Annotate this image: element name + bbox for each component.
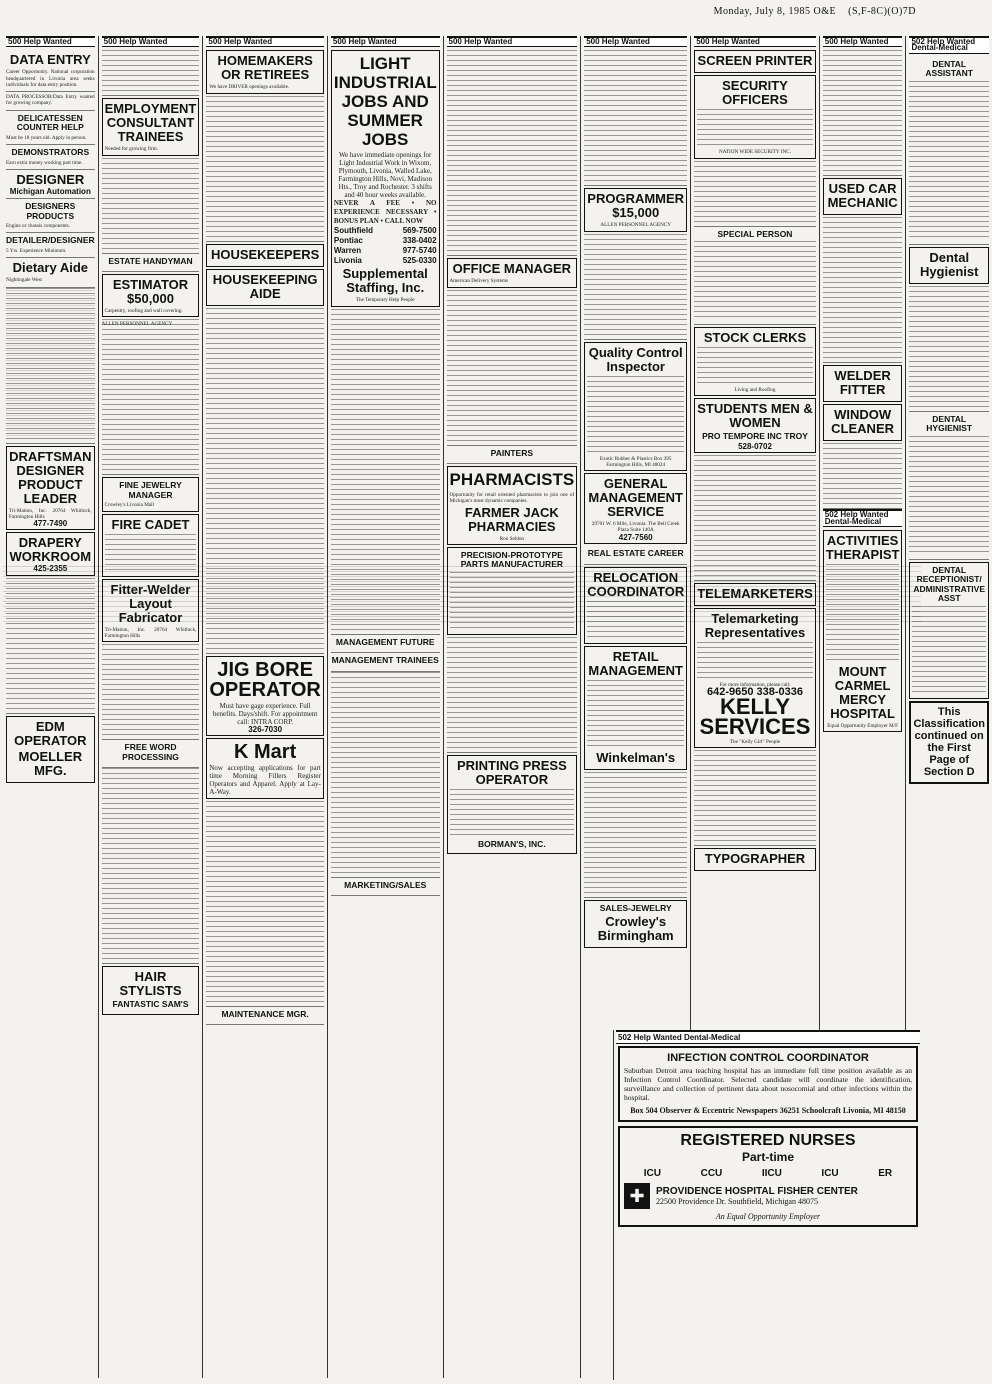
ad-headline: SPECIAL PERSON (717, 228, 793, 239)
ad-headline: DENTAL ASSISTANT (925, 58, 973, 79)
providence-logo-icon: ✚ (624, 1183, 650, 1209)
ad-housekeepers (206, 244, 324, 267)
ad-filler-text (206, 96, 324, 242)
ad-company: KELLY SERVICES (699, 693, 811, 739)
unit-label: ER (878, 1168, 893, 1179)
ad-company: Supplemental Staffing, Inc. (342, 266, 428, 296)
ad-headline: DRAPERY WORKROOM (9, 535, 92, 565)
column-banner: 500 Help Wanted (206, 36, 324, 47)
ad-headline: K Mart (234, 740, 297, 763)
ad-headline: DENTAL HYGIENIST (926, 413, 973, 434)
ad-headline: MAINTENANCE MGR. (221, 1008, 309, 1019)
ad-headline: DESIGNER (16, 171, 85, 187)
ad-headline: STUDENTS MEN & WOMEN (697, 401, 813, 431)
ad-drapery (6, 532, 95, 575)
ad-welder-fitter (823, 365, 903, 402)
ad-body: Now accepting applications for part time Morning Fillers Register Operators and Apparel. Apply at Lay-A-Way. (209, 763, 321, 796)
ad-company: Winkelman's (596, 749, 676, 765)
ad-headline: DRAFTSMAN DESIGNER PRODUCT LEADER (9, 448, 92, 506)
fine-print (912, 606, 986, 696)
office-phone: 338-0402 (402, 236, 437, 246)
ad-employment-consultant (102, 98, 200, 155)
ad-retail-management (584, 646, 687, 770)
ad-filler-text (584, 772, 687, 898)
ad-headline: ESTATE HANDYMAN (108, 255, 193, 266)
office-list (334, 226, 437, 266)
ad-headline: TELEMARKETERS (697, 586, 813, 602)
ad-headline: REAL ESTATE CAREER (587, 548, 684, 559)
column-banner: 500 Help Wanted (6, 36, 95, 47)
office-phone: 569-7500 (402, 226, 437, 236)
ad-typographer (694, 848, 816, 871)
ad-stock-clerks (694, 327, 816, 396)
ad-filler-text (694, 161, 816, 227)
ad-phone: 528-0702 (738, 441, 772, 451)
ad-filler-text (447, 50, 578, 256)
unit-label: ICU (643, 1168, 662, 1179)
eoe-note: An Equal Opportunity Employer (715, 1212, 821, 1221)
ad-filler-text (6, 288, 95, 444)
ad-headline: MARKETING/SALES (344, 879, 427, 890)
ad-registered-nurses (618, 1126, 918, 1227)
ad-telemarketing-reps (694, 608, 816, 748)
ad-headline: PHARMACISTS (449, 470, 575, 490)
fine-print (697, 347, 813, 387)
ad-headline: WINDOW CLEANER (831, 407, 895, 437)
ad-headline: PRINTING PRESS OPERATOR (456, 757, 567, 787)
reply-box: Box 504 Observer & Eccentric Newspapers 36251 Schoolcraft Livonia, MI 48150 (630, 1106, 906, 1115)
ad-body: American Delivery Systems (449, 278, 509, 285)
ad-free-word-processing (102, 740, 200, 768)
ad-body: Nightingale West (6, 277, 42, 284)
ad-headline: PAINTERS (490, 447, 534, 458)
ad-students (694, 398, 816, 453)
column-banner: 502 Help Wanted Dental-Medical (909, 36, 989, 54)
ad-maintenance-mgr (206, 1007, 324, 1026)
fine-print (909, 81, 989, 241)
ad-headline: ESTIMATOR $50,000 (112, 277, 189, 307)
ad-headline: SALES-JEWELRY (599, 902, 672, 913)
ad-homemakers (206, 50, 324, 93)
fine-print (587, 680, 684, 750)
office-phone: 525-0330 (402, 256, 437, 266)
office-row (334, 236, 437, 246)
fine-print (3, 566, 921, 626)
ad-special-person (694, 227, 816, 326)
ad-body: Exotic Rubber & Plastics Box 395 Farmington Hills, MI 48024 (599, 455, 672, 468)
ad-dental-hygienist (909, 247, 989, 284)
fine-print (697, 642, 813, 682)
ad-dietary-aide (6, 258, 95, 287)
ad-filler-text (447, 290, 578, 446)
ad-painters (447, 446, 578, 465)
ad-draftsman (6, 446, 95, 531)
ad-filler-text (206, 801, 324, 1007)
ad-headline: HOMEMAKERS OR RETIREES (217, 53, 313, 83)
ad-light-industrial (331, 50, 440, 306)
ad-kmart (206, 738, 324, 799)
ad-estimator (102, 274, 200, 317)
column-4 (327, 36, 443, 1378)
ad-headline: DATA ENTRY (9, 52, 91, 68)
ad-tagline: The "Kelly Girl" People (729, 738, 781, 745)
ad-body: We have DRIVER openings available. (209, 84, 290, 91)
ad-body: Carpentry, roofing and wall covering. (104, 308, 183, 315)
ad-headline: LIGHT INDUSTRIAL JOBS AND SUMMER JOBS (333, 54, 437, 150)
ad-office-manager (447, 258, 578, 287)
ad-headline: DETAILER/DESIGNER (6, 235, 95, 246)
continued-note: This Classification continued on the First Page of Section D (913, 705, 985, 778)
office-city: Pontiac (333, 236, 363, 246)
ad-headline: REGISTERED NURSES (680, 1132, 856, 1149)
ad-programmer (584, 188, 687, 231)
ad-delicatessen (6, 111, 95, 145)
ad-contact: Ron Seldon (499, 535, 525, 542)
ad-phone: 425-2355 (33, 564, 68, 574)
ad-designer (6, 170, 95, 199)
ad-hair-stylists (102, 966, 200, 1015)
ad-filler-text (823, 217, 903, 363)
ad-phone: 427-7560 (618, 532, 653, 542)
ad-used-car-mechanic (823, 178, 903, 215)
ad-jig-bore (206, 656, 324, 736)
ad-fine-jewelry (102, 477, 200, 511)
ad-headline: WELDER FITTER (834, 368, 891, 398)
ad-body: We have immediate openings for Light Industrial Work in Wixom, Plymouth, Livonia, Walled Lake, Farmington Hills, Novi, Madison Hts., Troy and Rochester. 3 shifts and 40 hour weeks available. (338, 151, 432, 200)
ad-body: Tri-Mation, Inc. 20764 Whitlock, Farmington Hills (104, 626, 197, 639)
ad-headline: DEMONSTRATORS (11, 147, 90, 158)
ad-phone: 326-7030 (248, 724, 283, 734)
ad-headline: TYPOGRAPHER (704, 851, 806, 867)
column-banner: 500 Help Wanted (694, 36, 816, 47)
column-banner: 500 Help Wanted (331, 36, 440, 47)
ad-filler-text (102, 50, 200, 96)
ad-body: NATION WIDE SECURITY INC. (718, 149, 791, 156)
ad-headline: FIRE CADET (111, 516, 190, 532)
ad-filler-text (102, 768, 200, 964)
ad-general-management (584, 473, 687, 544)
ad-headline: ACTIVITIES THERAPIST (825, 532, 900, 562)
ad-headline: FINE JEWELRY MANAGER (119, 480, 182, 500)
ad-headline: Fitter-Welder Layout Fabricator (110, 581, 191, 625)
column-3 (202, 36, 327, 1378)
unit-label: CCU (700, 1168, 723, 1179)
ad-body: Tri-Mation, Inc. 20764 Whitlock, Farmington Hills (9, 507, 92, 520)
ad-filler-text (909, 286, 989, 412)
unit-list (624, 1168, 912, 1179)
ad-dental-assistant (909, 57, 989, 245)
ad-headline: USED CAR MECHANIC (827, 181, 898, 211)
ad-headline: DENTAL RECEPTIONIST/ ADMINISTRATIVE ASST (913, 564, 986, 604)
ad-filler-text (102, 158, 200, 254)
ad-body: Opportunity for retail oriented pharmacists to join one of Michigan's most dynamic companies. (449, 492, 575, 505)
ad-company: MOUNT CARMEL MERCY HOSPITAL (830, 663, 895, 721)
ad-company: BORMAN'S, INC. (478, 838, 546, 849)
ad-headline: MANAGEMENT TRAINEES (331, 655, 439, 666)
ad-printing-press (447, 755, 578, 855)
ad-phone: 642-9650 338-0336 (706, 686, 803, 699)
ad-body: Suburban Detroit area teaching hospital has an immediate full time position available as an Infection Control Coordinator. Selected candidate will coordinate the identification, surveillance and collection of pertinent data about nosocomial and other infections within the hospital. (624, 1066, 912, 1102)
ad-detailer (6, 233, 95, 258)
fine-print (6, 290, 95, 440)
ad-headline: RETAIL MANAGEMENT (588, 648, 683, 678)
ad-headline: HOUSEKEEPERS (210, 246, 320, 262)
ad-company: FANTASTIC SAM'S (112, 999, 189, 1010)
ad-headline: SCREEN PRINTER (697, 53, 813, 69)
fine-print (587, 376, 684, 456)
hospital-address: 22500 Providence Dr. Southfield, Michigan 48075 (656, 1197, 818, 1206)
ad-headline: JIG BORE OPERATOR (209, 658, 321, 701)
ad-headline: SECURITY OFFICERS (722, 78, 788, 108)
bottom-medical-section (613, 1030, 922, 1380)
ad-body: ALLEN PERSONNEL AGENCY (101, 321, 173, 328)
classification-note (909, 701, 989, 784)
ad-headline: GENERAL MANAGEMENT SERVICE (588, 476, 683, 520)
column-1 (3, 36, 98, 1378)
column-banner: 500 Help Wanted (447, 36, 578, 47)
ad-body: Needed for growing firm. (104, 146, 158, 153)
running-head-date: Monday, July 8, 1985 O&E (713, 6, 837, 17)
ad-headline: Quality Control Inspector (588, 344, 683, 374)
ad-tagline: The Temporary Help People (355, 297, 415, 304)
ad-screen-printer (694, 50, 816, 73)
section-code: (S,F-8C)(O)7D (848, 6, 916, 17)
ad-body: ALLEN PERSONNEL AGENCY (600, 222, 672, 229)
ad-filler-text (447, 637, 578, 753)
ad-management-future (331, 635, 440, 654)
ad-headline: EDM OPERATOR (14, 718, 87, 748)
ad-quality-control (584, 342, 687, 472)
ad-phone: 477-7490 (33, 519, 68, 529)
ad-headline: FREE WORD PROCESSING (122, 742, 179, 762)
ad-infection-control (618, 1046, 918, 1122)
column-2 (98, 36, 203, 1378)
ad-body: Living and Roofing (734, 387, 776, 394)
ad-bullets: NEVER A FEE • NO EXPERIENCE NECESSARY • BONUS PLAN • CALL NOW (333, 199, 437, 226)
unit-label: ICU (821, 1168, 839, 1179)
ad-headline: HOUSEKEEPING AIDE (212, 271, 318, 301)
fine-print (450, 789, 575, 839)
office-phone: 977-5740 (402, 246, 437, 256)
office-city: Southfield (333, 226, 373, 236)
office-row (334, 246, 437, 256)
ad-marketing-sales (331, 878, 440, 897)
ad-headline: Dental Hygienist (919, 249, 979, 279)
ad-body: Must be 18 years old. Apply in person. (6, 134, 87, 141)
ad-headline: HAIR STYLISTS (119, 969, 182, 999)
section-banner: 502 Help Wanted Dental-Medical (616, 1030, 920, 1044)
office-row (334, 256, 437, 266)
fine-print (694, 241, 816, 321)
ad-headline: EMPLOYMENT CONSULTANT TRAINEES (104, 101, 197, 145)
ad-body: Career Opportunity. National corporation headquartered in Livonia area seeks individuals for data entry position. (6, 69, 95, 88)
ad-headline: INFECTION CONTROL COORDINATOR (667, 1052, 869, 1064)
ad-filler-text (102, 644, 200, 740)
ad-body: Equal Opportunity Employer M/F (827, 722, 898, 729)
ad-body: 29701 W. 6 Mile, Livonia. The Bell Creek Plaza Suite 140A (591, 521, 680, 534)
ad-headline: MANAGEMENT FUTURE (335, 636, 435, 647)
ad-headline: PROGRAMMER $15,000 (587, 191, 685, 221)
ad-management-trainees (331, 653, 440, 672)
ad-headline: DELICATESSEN COUNTER HELP (16, 112, 84, 133)
fine-print (697, 109, 813, 149)
unit-label: IICU (761, 1168, 782, 1179)
hospital-name: PROVIDENCE HOSPITAL FISHER CENTER (656, 1186, 858, 1197)
ad-body: For more information, please call: (719, 682, 791, 689)
ad-dental-receptionist (909, 562, 989, 699)
ad-filler-text (584, 234, 687, 340)
office-city: Warren (333, 246, 362, 256)
ad-headline: OFFICE MANAGER (452, 261, 572, 277)
ad-pharmacists (447, 466, 578, 545)
ad-demonstrators (6, 145, 95, 170)
column-banner: 500 Help Wanted (584, 36, 687, 47)
ad-company: Crowley's Birmingham (597, 914, 674, 944)
running-head (714, 6, 916, 17)
ad-data-entry (6, 50, 95, 92)
ad-estate-handyman (102, 254, 200, 273)
ad-headline: Telemarketing Representatives (704, 611, 806, 641)
ad-filler-text (102, 319, 200, 475)
ad-headline: STOCK CLERKS (703, 330, 807, 346)
ad-dental-hygienist-2 (909, 412, 989, 560)
ad-data-processor (6, 92, 95, 111)
ad-designers (6, 199, 95, 233)
office-city: Livonia (333, 256, 362, 266)
ad-edm-operator (6, 716, 95, 783)
ad-security-officers (694, 75, 816, 158)
column-5 (443, 36, 581, 1378)
ad-body: Crowley's Livonia Mall (104, 502, 154, 509)
ad-headline: RELOCATION COORDINATOR (587, 569, 685, 599)
fine-print (909, 436, 989, 556)
column-banner: 502 Help Wanted Dental-Medical (823, 509, 903, 527)
ad-filler-text (823, 443, 903, 509)
ad-filler-text (823, 50, 903, 176)
hospital-block (624, 1183, 912, 1209)
ad-body: Earn extra money working part time. (6, 159, 83, 166)
ad-company: Michigan Automation (9, 186, 91, 196)
ad-sales-jewelry (584, 900, 687, 949)
ad-filler-text (331, 672, 440, 878)
ad-headline: DESIGNERS PRODUCTS (25, 201, 76, 221)
ad-body: Engine or chassis components. (6, 223, 70, 230)
ad-company: MOELLER MFG. (18, 748, 83, 778)
ad-real-estate-career (584, 546, 687, 565)
office-row (334, 226, 437, 236)
ad-subhead: Part-time (741, 1150, 794, 1164)
ad-headline: PRECISION-PROTOTYPE PARTS MANUFACTURER (460, 549, 563, 570)
ad-filler-text (694, 455, 816, 581)
ad-activities-therapist (823, 530, 903, 732)
column-banner: 500 Help Wanted (823, 36, 903, 47)
ad-filler-text (694, 750, 816, 846)
ad-housekeeping-aide (206, 269, 324, 306)
ad-body: DATA PROCESSOR/Data Entry wanted for growing company. (6, 94, 95, 107)
ad-headline: Dietary Aide (12, 260, 89, 276)
ad-window-cleaner (823, 404, 903, 441)
ad-filler-text (584, 50, 687, 186)
column-banner: 500 Help Wanted (102, 36, 200, 47)
ad-body: 5 Yrs. Experience Minimum. (6, 247, 67, 254)
ad-company: FARMER JACK PHARMACIES (464, 504, 559, 534)
ad-company: PRO TEMPORE INC TROY (702, 431, 808, 442)
ad-body: Must have gage experience. Full benefits. Days/shift. For appointment call: INTRA CORP. (212, 701, 318, 726)
